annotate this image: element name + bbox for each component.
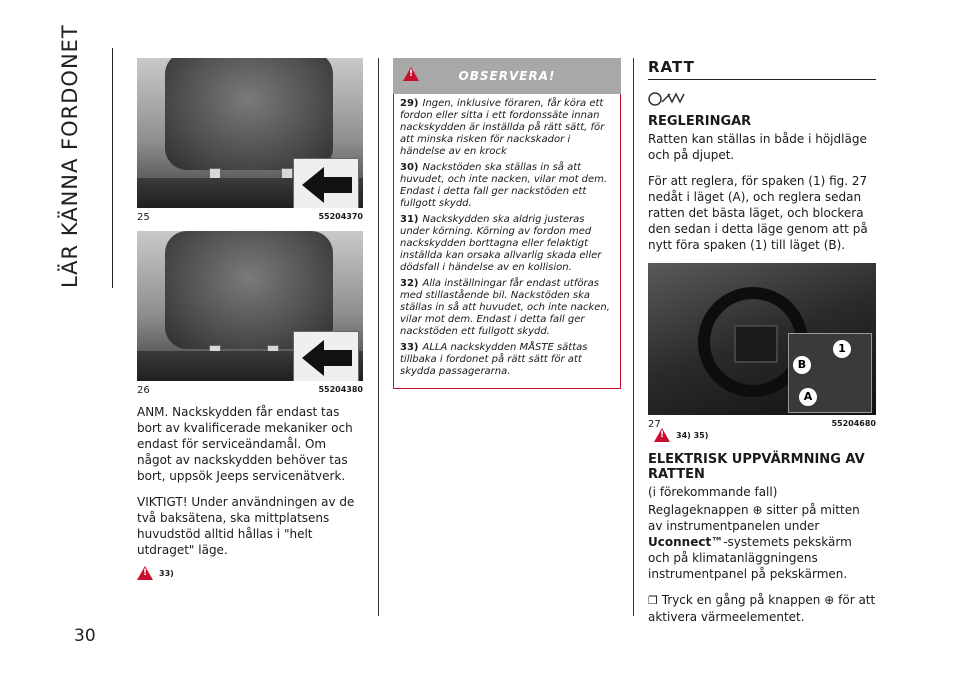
headrest-photo-25 [137, 58, 363, 208]
column-notes [393, 58, 621, 389]
heated-wheel-icon: ⊕ [752, 503, 763, 517]
paragraph: ❐ Tryck en gång på knappen ⊕ för att aktivera värmeelementet. [648, 593, 876, 624]
warning-header [393, 58, 621, 94]
lever-label-1: 1 [833, 340, 851, 358]
arrow-icon [293, 331, 359, 381]
page-number: 30 [74, 626, 96, 646]
paragraph: Ratten kan ställas in både i höjdläge och på djupet. [648, 132, 867, 162]
warning-title: OBSERVERA! [458, 69, 556, 83]
headrest-photo-26 [137, 231, 363, 381]
paragraph: (i förekommande fall) [648, 485, 778, 499]
figure-code: 55204680 [831, 419, 876, 428]
position-label-b: B [793, 356, 811, 374]
warning-reference: 33) [159, 568, 174, 578]
column-steering [648, 58, 876, 635]
subheading: ELEKTRISK UPPVÄRMNING AV RATTEN [648, 452, 865, 482]
figure-number: 27 [648, 419, 661, 430]
lever-detail [788, 333, 872, 413]
uconnect-label: Uconnect™ [648, 535, 724, 549]
figure-number: 25 [137, 212, 150, 223]
warning-box [393, 94, 621, 389]
heated-wheel-icon: ⊕ [824, 593, 835, 607]
note-item: 31) Nackskydden ska aldrig justeras under körning. Körning av fordon med nackskydden borttagna eller felaktigt inställda kan orsaka allvarlig skada eller dödsfall i händelse av en kollision. [400, 214, 602, 273]
warning-icon [137, 566, 153, 580]
checkbox-bullet-icon: ❐ [648, 594, 658, 607]
heading-rule [648, 79, 876, 80]
chapter-rule [112, 48, 113, 288]
paragraph: Reglageknappen ⊕ sitter på mitten av instrumentpanelen under Uconnect™-systemets pekskärm och på klimatanläggningens instrumentpanel på pekskärmen. [648, 503, 860, 581]
column-divider [633, 58, 634, 616]
warning-icon [654, 428, 670, 442]
paragraph: VIKTIGT! Under användningen av de två baksätena, ska mittplatsens huvudstöd alltid hållas i "helt utdraget" läge. [137, 495, 355, 557]
note-item: 33) ALLA nackskydden MÅSTE sättas tillbaka i fordonet på rätt sätt för att skydda passagerarna. [400, 342, 588, 377]
steering-adjust-icon [648, 90, 688, 106]
note-item: 30) Nackstöden ska ställas in så att huvudet, och inte nacken, vilar mot dem. Endast i detta fall ger nackstöden ett fullgott skydd. [400, 162, 608, 209]
position-label-a: A [799, 388, 817, 406]
paragraph: För att reglera, för spaken (1) fig. 27 nedåt i läget (A), och reglera sedan ratten det bästa läget, och blockera den sedan i detta läge genom att på nytt föra spaken (1) till läget (B). [648, 174, 868, 252]
paragraph: ANM. Nackskydden får endast tas bort av kvalificerade mekaniker och endast för serviceändamål. Om något av nackskydden behöver tas bort, uppsök Jeeps servicenätverk. [137, 405, 353, 483]
note-item: 32) Alla inställningar får endast utföras med stillastående bil. Nackstöden ska ställas in så att huvudet, och inte nacken, vilar mot dem. Endast i detta fall ger nackstöden ett fullgott skydd. [400, 278, 610, 337]
subheading: REGLERINGAR [648, 114, 752, 129]
arrow-icon [293, 158, 359, 208]
steering-photo-27 [648, 263, 876, 415]
figure-number: 26 [137, 385, 150, 396]
note-item: 29) Ingen, inklusive föraren, får köra ett fordon eller sitta i ett fordonssäte innan nackskydden är inställda på rätt sätt, för att minska risken för nackskador i händelse av en krock [400, 98, 605, 157]
warning-reference: 34) 35) [676, 430, 709, 440]
column-divider [378, 58, 379, 616]
section-heading: RATT [648, 58, 695, 76]
figure-code: 55204380 [318, 385, 363, 394]
figure-code: 55204370 [318, 212, 363, 221]
chapter-title: LÄR KÄNNA FORDONET [58, 24, 82, 288]
column-headrests [137, 58, 363, 580]
